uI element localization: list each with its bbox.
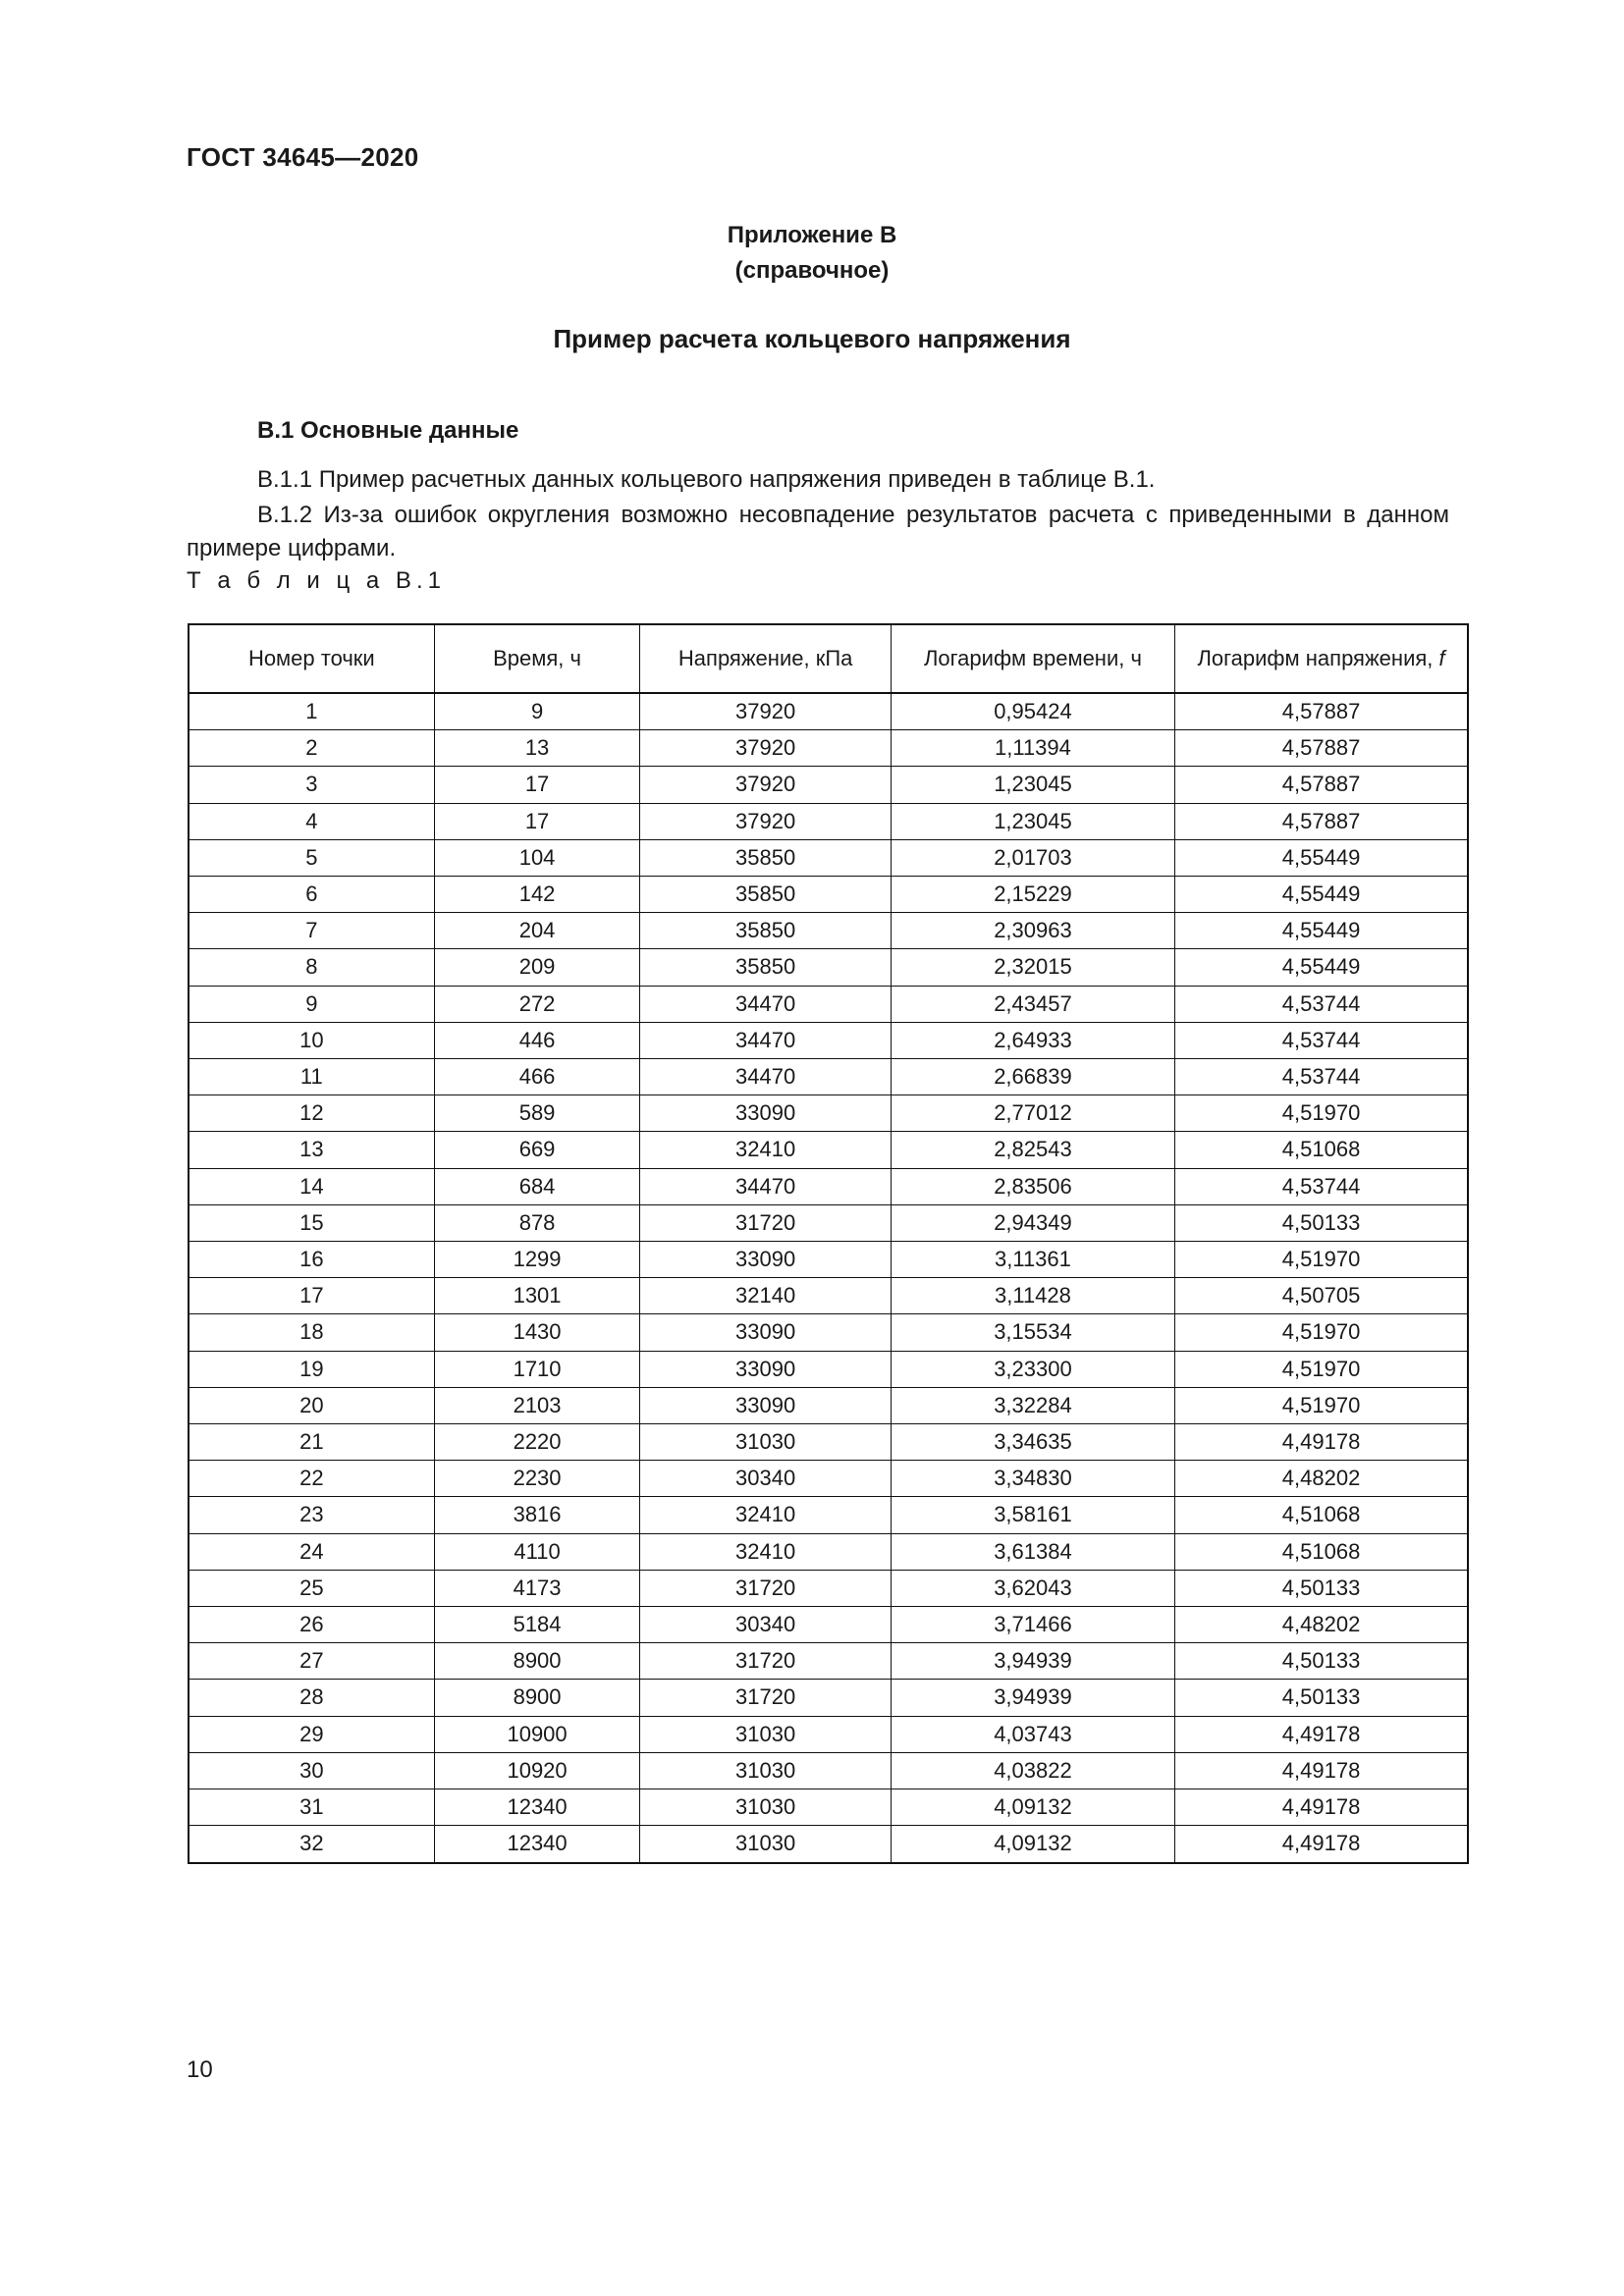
cell-stress-kpa: 32410 [640,1533,891,1570]
cell-stress-kpa: 31030 [640,1752,891,1789]
cell-stress-kpa: 35850 [640,949,891,986]
table-row [189,839,1468,876]
cell-log-time: 0,95424 [891,693,1174,730]
page-number: 10 [187,2056,213,2083]
cell-point-number: 17 [189,1278,434,1314]
cell-log-time: 2,82543 [891,1132,1174,1168]
cell-log-time: 2,32015 [891,949,1174,986]
cell-log-time: 3,34830 [891,1461,1174,1497]
table-row [189,1095,1468,1132]
table-row [189,1351,1468,1387]
table-row [189,1789,1468,1826]
cell-point-number: 23 [189,1497,434,1533]
cell-log-stress: 4,50133 [1175,1570,1468,1606]
cell-log-time: 1,11394 [891,730,1174,767]
paragraph-b12-text: В.1.2 Из-за ошибок округления возможно несовпадение результатов расчета с приведенными в данном примере цифрами. [187,502,1449,561]
cell-stress-kpa: 35850 [640,913,891,949]
cell-point-number: 1 [189,693,434,730]
cell-stress-kpa: 31720 [640,1643,891,1680]
table-header-row [189,624,1468,693]
cell-log-time: 2,01703 [891,839,1174,876]
table-row [189,1204,1468,1241]
cell-stress-kpa: 31720 [640,1680,891,1716]
column-header-log-stress-symbol: f [1438,646,1445,670]
annex-title-block [0,218,1624,289]
cell-log-stress: 4,51068 [1175,1132,1468,1168]
cell-point-number: 7 [189,913,434,949]
cell-stress-kpa: 33090 [640,1314,891,1351]
cell-point-number: 19 [189,1351,434,1387]
cell-log-time: 2,94349 [891,1204,1174,1241]
annex-title: Приложение В [727,222,897,248]
cell-log-time: 2,64933 [891,1022,1174,1058]
cell-point-number: 8 [189,949,434,986]
cell-time-hours: 3816 [434,1497,640,1533]
cell-point-number: 29 [189,1716,434,1752]
cell-time-hours: 1430 [434,1314,640,1351]
table-row [189,1570,1468,1606]
table-row [189,1242,1468,1278]
cell-log-stress: 4,55449 [1175,877,1468,913]
cell-log-stress: 4,57887 [1175,767,1468,803]
table-head [189,624,1468,693]
table-row [189,1132,1468,1168]
cell-point-number: 30 [189,1752,434,1789]
cell-time-hours: 12340 [434,1789,640,1826]
cell-stress-kpa: 32410 [640,1497,891,1533]
table-row [189,1461,1468,1497]
table-row [189,1643,1468,1680]
cell-time-hours: 17 [434,767,640,803]
cell-point-number: 12 [189,1095,434,1132]
cell-log-stress: 4,57887 [1175,803,1468,839]
paragraph-b11-text: В.1.1 Пример расчетных данных кольцевого напряжения приведен в таблице В.1. [257,466,1156,493]
cell-log-time: 3,32284 [891,1387,1174,1423]
table-row [189,986,1468,1022]
column-header-point-number: Номер точки [189,624,434,693]
cell-log-time: 3,94939 [891,1680,1174,1716]
cell-stress-kpa: 37920 [640,767,891,803]
cell-stress-kpa: 32410 [640,1132,891,1168]
cell-stress-kpa: 31030 [640,1424,891,1461]
cell-stress-kpa: 34470 [640,1168,891,1204]
cell-log-time: 2,30963 [891,913,1174,949]
cell-stress-kpa: 34470 [640,986,891,1022]
cell-time-hours: 13 [434,730,640,767]
cell-point-number: 15 [189,1204,434,1241]
cell-log-time: 2,15229 [891,877,1174,913]
cell-log-time: 4,03822 [891,1752,1174,1789]
cell-point-number: 32 [189,1826,434,1863]
cell-log-stress: 4,53744 [1175,1059,1468,1095]
cell-log-time: 2,77012 [891,1095,1174,1132]
cell-point-number: 31 [189,1789,434,1826]
cell-point-number: 21 [189,1424,434,1461]
cell-point-number: 18 [189,1314,434,1351]
cell-log-stress: 4,51970 [1175,1242,1468,1278]
table-row [189,1314,1468,1351]
cell-log-stress: 4,48202 [1175,1461,1468,1497]
cell-time-hours: 1299 [434,1242,640,1278]
cell-log-time: 3,11361 [891,1242,1174,1278]
paragraph-b12 [187,499,1449,565]
table-row [189,1716,1468,1752]
cell-time-hours: 204 [434,913,640,949]
cell-point-number: 10 [189,1022,434,1058]
cell-time-hours: 684 [434,1168,640,1204]
table-row [189,693,1468,730]
cell-time-hours: 2103 [434,1387,640,1423]
cell-time-hours: 4173 [434,1570,640,1606]
cell-log-stress: 4,50133 [1175,1680,1468,1716]
table-row [189,1497,1468,1533]
cell-stress-kpa: 31720 [640,1570,891,1606]
cell-log-stress: 4,53744 [1175,986,1468,1022]
cell-time-hours: 9 [434,693,640,730]
cell-point-number: 3 [189,767,434,803]
cell-log-stress: 4,51970 [1175,1351,1468,1387]
cell-log-stress: 4,51068 [1175,1533,1468,1570]
cell-stress-kpa: 31030 [640,1716,891,1752]
cell-time-hours: 209 [434,949,640,986]
cell-log-time: 2,83506 [891,1168,1174,1204]
cell-point-number: 2 [189,730,434,767]
cell-log-time: 3,23300 [891,1351,1174,1387]
cell-time-hours: 104 [434,839,640,876]
cell-point-number: 20 [189,1387,434,1423]
cell-stress-kpa: 31030 [640,1789,891,1826]
table-row [189,1059,1468,1095]
cell-time-hours: 1301 [434,1278,640,1314]
cell-point-number: 11 [189,1059,434,1095]
table-row [189,803,1468,839]
cell-time-hours: 8900 [434,1680,640,1716]
cell-point-number: 22 [189,1461,434,1497]
cell-log-stress: 4,57887 [1175,730,1468,767]
cell-log-time: 3,58161 [891,1497,1174,1533]
cell-log-stress: 4,50133 [1175,1204,1468,1241]
cell-time-hours: 669 [434,1132,640,1168]
column-header-log-stress-text: Логарифм напряжения, [1197,646,1439,670]
cell-point-number: 24 [189,1533,434,1570]
cell-time-hours: 10920 [434,1752,640,1789]
cell-stress-kpa: 33090 [640,1351,891,1387]
cell-stress-kpa: 35850 [640,877,891,913]
cell-stress-kpa: 31030 [640,1826,891,1863]
cell-time-hours: 1710 [434,1351,640,1387]
cell-log-time: 4,09132 [891,1789,1174,1826]
cell-log-stress: 4,49178 [1175,1716,1468,1752]
ring-stress-data-table [188,623,1469,1864]
cell-log-stress: 4,57887 [1175,693,1468,730]
cell-time-hours: 2230 [434,1461,640,1497]
cell-log-stress: 4,51970 [1175,1387,1468,1423]
table-row [189,1424,1468,1461]
cell-stress-kpa: 34470 [640,1059,891,1095]
cell-log-stress: 4,49178 [1175,1789,1468,1826]
cell-log-time: 3,15534 [891,1314,1174,1351]
column-header-time: Время, ч [434,624,640,693]
cell-log-time: 3,34635 [891,1424,1174,1461]
cell-time-hours: 272 [434,986,640,1022]
cell-point-number: 5 [189,839,434,876]
cell-log-stress: 4,53744 [1175,1022,1468,1058]
cell-time-hours: 2220 [434,1424,640,1461]
cell-log-time: 3,61384 [891,1533,1174,1570]
cell-point-number: 9 [189,986,434,1022]
cell-log-stress: 4,50705 [1175,1278,1468,1314]
cell-stress-kpa: 33090 [640,1242,891,1278]
annex-heading: Пример расчета кольцевого напряжения [553,324,1071,353]
cell-time-hours: 17 [434,803,640,839]
cell-stress-kpa: 32140 [640,1278,891,1314]
cell-log-stress: 4,53744 [1175,1168,1468,1204]
table-row [189,1533,1468,1570]
cell-point-number: 14 [189,1168,434,1204]
table-row [189,1278,1468,1314]
cell-log-time: 2,43457 [891,986,1174,1022]
cell-point-number: 26 [189,1607,434,1643]
table-row [189,1022,1468,1058]
cell-time-hours: 8900 [434,1643,640,1680]
cell-log-time: 2,66839 [891,1059,1174,1095]
cell-point-number: 6 [189,877,434,913]
cell-stress-kpa: 30340 [640,1461,891,1497]
table-row [189,1607,1468,1643]
cell-stress-kpa: 31720 [640,1204,891,1241]
cell-point-number: 13 [189,1132,434,1168]
cell-log-time: 1,23045 [891,767,1174,803]
cell-stress-kpa: 33090 [640,1095,891,1132]
cell-stress-kpa: 34470 [640,1022,891,1058]
cell-point-number: 28 [189,1680,434,1716]
cell-stress-kpa: 37920 [640,730,891,767]
table-row [189,949,1468,986]
table-row [189,1680,1468,1716]
cell-log-stress: 4,55449 [1175,949,1468,986]
cell-time-hours: 4110 [434,1533,640,1570]
table-row [189,1387,1468,1423]
cell-time-hours: 589 [434,1095,640,1132]
cell-time-hours: 12340 [434,1826,640,1863]
cell-log-stress: 4,55449 [1175,839,1468,876]
table-caption: Т а б л и ц а В.1 [187,567,446,594]
cell-point-number: 4 [189,803,434,839]
cell-log-time: 3,62043 [891,1570,1174,1606]
cell-time-hours: 446 [434,1022,640,1058]
cell-log-stress: 4,55449 [1175,913,1468,949]
table-row [189,877,1468,913]
cell-stress-kpa: 33090 [640,1387,891,1423]
annex-kind: (справочное) [734,257,890,284]
cell-time-hours: 466 [434,1059,640,1095]
cell-log-stress: 4,49178 [1175,1424,1468,1461]
column-header-log-stress [1175,624,1468,693]
cell-log-stress: 4,49178 [1175,1752,1468,1789]
table-row [189,1826,1468,1863]
cell-log-time: 4,03743 [891,1716,1174,1752]
table-row [189,913,1468,949]
cell-point-number: 27 [189,1643,434,1680]
cell-stress-kpa: 30340 [640,1607,891,1643]
cell-time-hours: 5184 [434,1607,640,1643]
section-title: В.1 Основные данные [257,417,519,444]
cell-time-hours: 142 [434,877,640,913]
cell-time-hours: 878 [434,1204,640,1241]
cell-log-stress: 4,51970 [1175,1095,1468,1132]
cell-log-stress: 4,50133 [1175,1643,1468,1680]
cell-point-number: 16 [189,1242,434,1278]
column-header-stress: Напряжение, кПа [640,624,891,693]
cell-log-time: 3,11428 [891,1278,1174,1314]
table-row [189,730,1468,767]
cell-log-stress: 4,49178 [1175,1826,1468,1863]
cell-time-hours: 10900 [434,1716,640,1752]
paragraph-b11 [187,463,1449,497]
cell-stress-kpa: 37920 [640,693,891,730]
cell-stress-kpa: 35850 [640,839,891,876]
cell-log-time: 3,71466 [891,1607,1174,1643]
running-header: ГОСТ 34645—2020 [187,142,419,172]
column-header-log-time: Логарифм времени, ч [891,624,1174,693]
cell-log-stress: 4,51970 [1175,1314,1468,1351]
cell-point-number: 25 [189,1570,434,1606]
table-container [188,623,1469,1864]
table-body [189,693,1468,1863]
table-row [189,1168,1468,1204]
table-row [189,1752,1468,1789]
cell-log-stress: 4,51068 [1175,1497,1468,1533]
table-row [189,767,1468,803]
cell-log-time: 4,09132 [891,1826,1174,1863]
cell-stress-kpa: 37920 [640,803,891,839]
cell-log-time: 3,94939 [891,1643,1174,1680]
cell-log-stress: 4,48202 [1175,1607,1468,1643]
cell-log-time: 1,23045 [891,803,1174,839]
